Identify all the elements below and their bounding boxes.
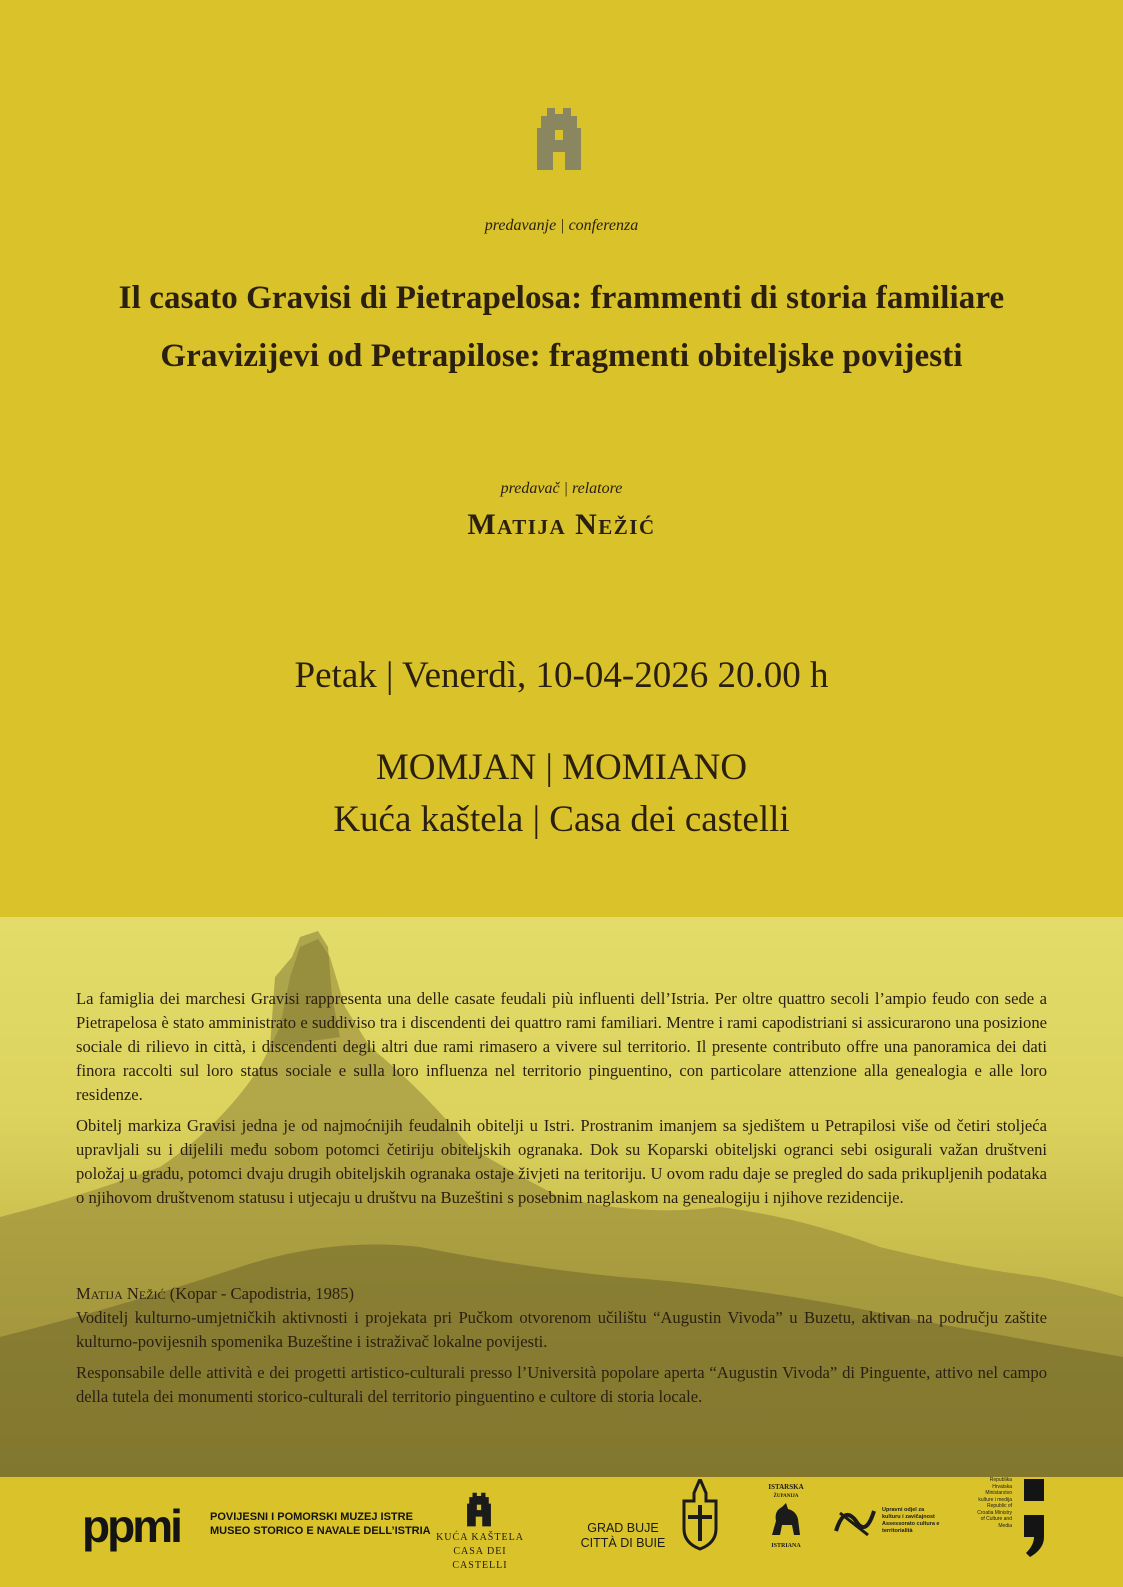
date-time: Petak | Venerdì, 10-04-2026 20.00 h (294, 655, 829, 696)
bio-name: Matija Nežić (76, 1284, 166, 1303)
bio-croatian: Voditelj kulturno-umjetničkih aktivnosti i projekata pri Pučkom otvorenom učilištu “Augustin Vivoda” u Buzetu, aktivan na području zaštite kulturno-povijesnih spomenika Buzeštine i istraživač lokalne povijesti. (76, 1308, 1047, 1351)
place: MOMJAN | MOMIANO (375, 747, 748, 788)
istriana-word: ISTRIANA (771, 1543, 801, 1549)
description-block (76, 987, 1047, 1217)
ministry-text: Republika Hrvatska Ministarstvo kulture i medija Republic of Croatia Ministry of Culture and Media (977, 1477, 1012, 1529)
speaker-name: Matija Nežić (467, 508, 656, 541)
kuca-kastela-tower-icon (466, 1491, 492, 1527)
kuca-kastela-text (428, 1531, 532, 1573)
paragraph-croatian: Obitelj markiza Gravisi jedna je od najmoćnijih feudalnih obitelji u Istri. Prostranim imanjem sa sjedištem u Petrapilosi više od četiri stoljeća upravljali su i dijelili među sobom potomci četiriju obiteljskih ogranaka. Dok su Koparski obiteljski ogranci sebi osigurali važan društveni položaj u gradu, potomci dvaju drugih obiteljskih ogranaka ostaje živjeti na teritoriju. U ovom radu daje se pregled do sada prikupljenih podataka o njihovom društvenom statusu i utjecaju u društvu na Buzeštini s posebnim naglaskom na genealogiju i njihove rezidencije. (76, 1116, 1047, 1207)
kuca-line-2: CASA DEI CASTELLI (452, 1546, 508, 1571)
istarska-word: ISTARSKA (768, 1483, 804, 1491)
ppmi-line-1: POVIJESNI I POMORSKI MUZEJ ISTRE (210, 1511, 413, 1523)
ministry-semicolon-mark-icon (1022, 1479, 1048, 1557)
istarska-top (762, 1483, 810, 1501)
ppmi-logo: ppmi (82, 1500, 180, 1552)
bio-origin: (Kopar - Capodistria, 1985) (165, 1284, 355, 1303)
bio-heading (76, 1282, 1047, 1306)
bio-block (76, 1282, 1047, 1416)
event-type: predavanje | conferenza (484, 217, 639, 234)
goat-emblem-icon (766, 1501, 806, 1541)
venue: Kuća kaštela | Casa dei castelli (333, 799, 790, 840)
buje-line-1: GRAD BUJE (587, 1521, 659, 1535)
paragraph-italian: La famiglia dei marchesi Gravisi rappresenta una delle casate feudali più influenti dell’Istria. Per oltre quattro secoli l’ampio feudo con sede a Pietrapelosa è stato amministrato e suddiviso tra i discendenti dei quattro rami familiari. Mentre i rami capodistriani si assicurarono una posizione sociale di rilievo in città, i discendenti degli altri due rami rimasero a vivere sul territorio. Il presente contributo offre una panoramica dei dati finora raccolti sul loro status sociale e sulla loro influenza nel territorio pinguentino, con particolare attenzione alla genealogia e alle loro residenze. (76, 989, 1047, 1104)
speaker-label: predavač | relatore (500, 480, 623, 497)
title-italian: Il casato Gravisi di Pietrapelosa: frammenti di storia familiare (118, 280, 1005, 316)
buje-line-2: CITTÀ DI BUIE (580, 1536, 666, 1550)
buje-coat-of-arms-icon (680, 1479, 720, 1551)
grad-buje-text (578, 1521, 668, 1551)
sponsor-footer (0, 1477, 1123, 1587)
bio-italian: Responsabile delle attività e dei progetti artistico-culturali presso l’Università popolare aperta “Augustin Vivoda” di Pinguente, attivo nel campo della tutela dei monumenti storico-culturali del territorio pinguentino e cultore di storia locale. (76, 1363, 1047, 1406)
upravni-odjel-mark-icon (832, 1501, 878, 1541)
castle-tower-icon (535, 106, 583, 170)
kuca-line-1: KUĆA KAŠTELA (436, 1532, 524, 1543)
ppmi-text (210, 1510, 431, 1538)
upravni-odjel-text: Upravni odjel za kulturu i zavičajnost Assessorato cultura e territorialità (882, 1507, 940, 1534)
ppmi-line-2: MUSEO STORICO E NAVALE DELL’ISTRIA (210, 1525, 431, 1537)
zupanija-word: ŽUPANIJA (773, 1494, 799, 1499)
background-photo (0, 917, 1123, 1477)
title-croatian: Gravizijevi od Petrapilose: fragmenti obiteljske povijesti (160, 338, 963, 374)
